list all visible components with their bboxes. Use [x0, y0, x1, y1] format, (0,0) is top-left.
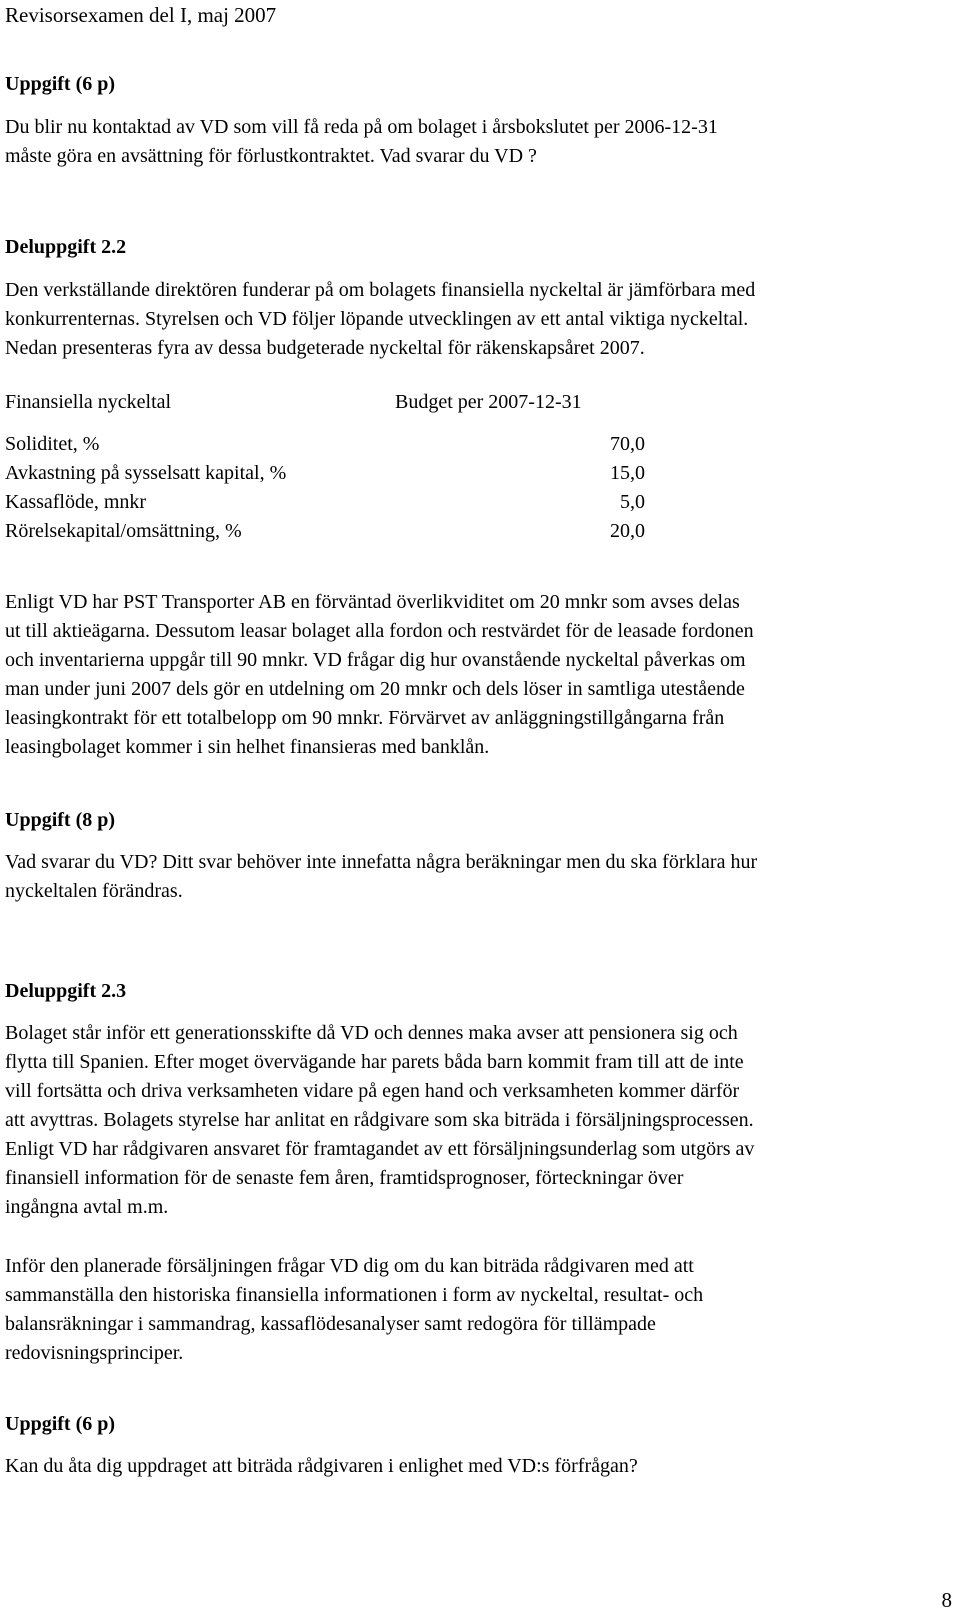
text-line: ut till aktieägarna. Dessutom leasar bolaget alla fordon och restvärdet för de leasade fordonen — [5, 620, 754, 642]
task-1-text — [5, 113, 955, 171]
row-value: 20,0 — [610, 520, 645, 542]
text-line: sammanställa den historiska finansiella informationen i form av nyckeltal, resultat- och — [5, 1284, 704, 1306]
key-figures-table — [5, 386, 645, 546]
row-value: 70,0 — [610, 433, 645, 455]
text-line: flytta till Spanien. Efter moget övervägande har parets båda barn kommit fram till att de inte — [5, 1051, 744, 1073]
row-label: Avkastning på sysselsatt kapital, % — [5, 462, 287, 484]
row-label: Kassaflöde, mnkr — [5, 491, 147, 513]
subtask-2-2-heading: Deluppgift 2.2 — [5, 236, 127, 258]
page-number: 8 — [941, 1588, 952, 1612]
task-3-section — [5, 1410, 955, 1439]
text-line: Enligt VD har PST Transporter AB en förväntad överlikviditet om 20 mnkr som avses delas — [5, 591, 740, 613]
text-line: Den verkställande direktören funderar på om bolagets finansiella nyckeltal är jämförbara med — [5, 279, 756, 301]
text-line: Bolaget står inför ett generationsskifte då VD och dennes maka avser att pensionera sig och — [5, 1022, 738, 1044]
text-line: Nedan presenteras fyra av dessa budgeterade nyckeltal för räkenskapsåret 2007. — [5, 337, 645, 359]
text-line: och inventarierna uppgår till 90 mnkr. VD frågar dig hur ovanstående nyckeltal påverkas om — [5, 649, 746, 671]
text-line: nyckeltalen förändras. — [5, 880, 183, 902]
table-row — [5, 517, 645, 546]
text-line: att avyttras. Bolagets styrelse har anlitat en rådgivare som ska biträda i försäljningsprocessen. — [5, 1109, 754, 1131]
table-row — [5, 459, 645, 488]
table-row — [5, 488, 645, 517]
text-line: leasingbolaget kommer i sin helhet finansieras med banklån. — [5, 736, 490, 758]
text-line: ingångna avtal m.m. — [5, 1196, 169, 1218]
text-line: Enligt VD har rådgivaren ansvaret för framtagandet av ett försäljningsunderlag som utgörs av — [5, 1138, 755, 1160]
task-1-section — [5, 70, 955, 99]
table-header — [5, 386, 645, 418]
table-row — [5, 430, 645, 459]
row-value: 15,0 — [610, 462, 645, 484]
page-header: Revisorsexamen del I, maj 2007 — [5, 3, 277, 27]
row-label: Rörelsekapital/omsättning, % — [5, 520, 242, 542]
text-line: Inför den planerade försäljningen frågar VD dig om du kan biträda rådgivaren med att — [5, 1255, 694, 1277]
row-label: Soliditet, % — [5, 433, 100, 455]
task-3-heading: Uppgift (6 p) — [5, 1413, 116, 1435]
text-line: redovisningsprinciper. — [5, 1342, 184, 1364]
text-line: vill fortsätta och driva verksamheten vidare på egen hand och verksamheten kommer därför — [5, 1080, 740, 1102]
text-line: Kan du åta dig uppdraget att biträda rådgivaren i enlighet med VD:s förfrågan? — [5, 1455, 638, 1477]
task-2-text — [5, 848, 955, 906]
sale-paragraph — [5, 1252, 955, 1368]
dividend-paragraph — [5, 588, 955, 762]
column-header-key-figures: Finansiella nyckeltal — [5, 391, 172, 413]
text-line: Du blir nu kontaktad av VD som vill få reda på om bolaget i årsbokslutet per 2006-12-31 — [5, 116, 718, 138]
task-2-section — [5, 806, 955, 835]
task-2-heading: Uppgift (8 p) — [5, 809, 116, 831]
subtask-2-3-section — [5, 977, 955, 1006]
task-3-text — [5, 1452, 955, 1481]
text-line: måste göra en avsättning för förlustkontraktet. Vad svarar du VD ? — [5, 145, 537, 167]
subtask-2-3-text — [5, 1019, 955, 1222]
text-line: balansräkningar i sammandrag, kassaflödesanalyser samt redogöra för tillämpade — [5, 1313, 656, 1335]
text-line: man under juni 2007 dels gör en utdelning om 20 mnkr och dels löser in samtliga utestående — [5, 678, 745, 700]
text-line: finansiell information för de senaste fem åren, framtidsprognoser, förteckningar över — [5, 1167, 684, 1189]
subtask-2-3-heading: Deluppgift 2.3 — [5, 980, 127, 1002]
subtask-2-2-text — [5, 276, 955, 363]
text-line: leasingkontrakt för ett totalbelopp om 90 mnkr. Förvärvet av anläggningstillgångarna från — [5, 707, 725, 729]
row-value: 5,0 — [620, 491, 645, 513]
column-header-budget: Budget per 2007-12-31 — [395, 391, 582, 413]
text-line: Vad svarar du VD? Ditt svar behöver inte innefatta några beräkningar men du ska förklara hur — [5, 851, 758, 873]
subtask-2-2-section — [5, 233, 955, 262]
text-line: konkurrenternas. Styrelsen och VD följer löpande utvecklingen av ett antal viktiga nyckeltal. — [5, 308, 749, 330]
task-1-heading: Uppgift (6 p) — [5, 73, 116, 95]
